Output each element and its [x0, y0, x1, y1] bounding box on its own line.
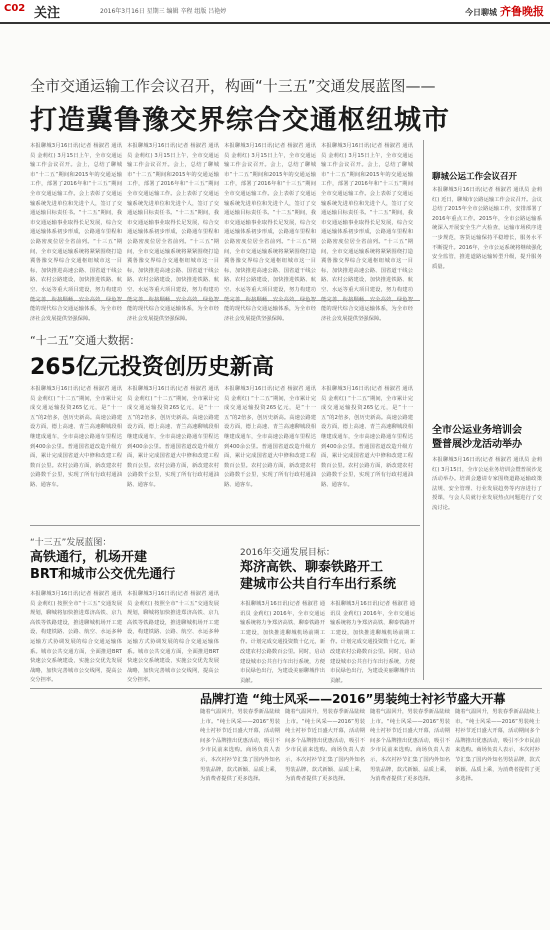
- newspaper-brand: 今日聊城 齐鲁晚报: [465, 5, 544, 18]
- bottom-headline: 品牌打造 “纯士风采——2016”男装纯士衬衫节盛大开幕: [200, 692, 506, 706]
- bottom-body-col-1: 随着气温回升，男装春季新品陆续上市。“纯士风采——2016”男装纯士衬衫节近日盛大开幕，活动期间多个品牌推出优惠活动，吸引不少市民前来选购。商场负责人表示，本次衬衫节汇集了国内外知名男装品牌，款式新颖、品质上乘，为消费者提供了更多选择。: [200, 709, 280, 783]
- lead-body-col-2: 本报聊城3月16日讯(记者 杨淑君 通讯员 金莉红) 3月15日上午，全市交通运输工作会议召开。会上，总结了聊城市“十二五”期间和2015年的交通运输工作，部署了2016年和“十三五”期间全市交通运输工作。会上表彰了交通运输系统先进单位和先进个人，签订了交通运输目标责任书。“十二五”期间，我市交通运输事业取得长足发展，综合交通运输体系初步形成，公路通车里程和公路密度位居全省前列。“十三五”期间，全市交通运输系统将紧紧围绕打造冀鲁豫交界综合交通枢纽城市这一目标，加快推进高速公路、国省道干线公路、农村公路建设，加快推进铁路、航空、水运等重大项目建设，努力构建功 能的现代综合交通运输体系，为全市经济社会发展提供坚强保障。: [127, 143, 219, 322]
- divider: [30, 525, 420, 526]
- column-divider: [423, 140, 424, 680]
- lead-headline: 打造冀鲁豫交界综合交通枢纽城市: [30, 105, 450, 136]
- part2-body-col-4: 本报聊城3月16日讯(记者 杨淑君 通讯员 金莉红) “十二五”期间，全市累计完成交通运输投资265亿元，是“十一五”的2倍多，创历史新高。高速公路建设方面，德上高速、青兰高速聊城段相继建成通车，全市高速公路通车里程达到400余公里。普通国省道改造升级方面，累计完成国省道大中修和改建工程数百公里。农村公路方面，新改建农村公路数千公里，实现了所有行政村通油路、通客车。: [321, 386, 413, 488]
- lead-body-col-1: 本报聊城3月16日讯(记者 杨淑君 通讯员 金莉红) 3月15日上午，全市交通运输工作会议召开。会上，总结了聊城市“十二五”期间和2015年的交通运输工作，部署了2016年和“十三五”期间全市交通运输工作。会上表彰了交通运输系统先进单位和先进个人，签订了交通运输目标责任书。“十二五”期间，我市交通运输事业取得长足发展，综合交通运输体系初步形成，公路通车里程和公路密度位居全省前列。“十三五”期间，全市交通运输系统将紧紧围绕打造冀鲁豫交界综合交通枢纽城市这一目标，加快推进高速公路、国省道干线公路、农村公路建设，加快推进铁路、航空、水运等重大项目建设，努力构建功 能的现代综合交通运输体系，为全市经济社会发展提供坚强保障。: [30, 143, 122, 322]
- block3-kicker: “十三五”发展蓝图：: [30, 538, 112, 548]
- divider: [30, 300, 420, 301]
- part2-body-col-1: 本报聊城3月16日讯(记者 杨淑君 通讯员 金莉红) “十二五”期间，全市累计完成交通运输投资265亿元，是“十一五”的2倍多，创历史新高。高速公路建设方面，德上高速、青兰高速聊城段相继建成通车，全市高速公路通车里程达到400余公里。普通国省道改造升级方面，累计完成国省道大中修和改建工程数百公里。农村公路方面，新改建农村公路数千公里，实现了所有行政村通油路、通客车。: [30, 386, 122, 488]
- block3-body-col-2: 本报聊城3月16日讯(记者 杨淑君 通讯员 金莉红) 按照全市“十三五”交通发展规划，聊城将加快推进郑济高铁、京九高铁等铁路建设，推进聊城机场开工建设，构建铁路、公路、航空、水运多种运输方式协调发展的综合交通运输体系。城市公共交通方面，全面推进BRT快速公交系统建设，实施公交优先发展战略，加快完善城市公交线网，提高公交分担率。: [127, 591, 219, 684]
- bottom-body-col-2: 随着气温回升，男装春季新品陆续上市。“纯士风采——2016”男装纯士衬衫节近日盛大开幕，活动期间多个品牌推出优惠活动，吸引不少市民前来选购。商场负责人表示，本次衬衫节汇集了国内外知名男装品牌，款式新颖、品质上乘，为消费者提供了更多选择。: [285, 709, 365, 783]
- lead-subtitle: 全市交通运输工作会议召开，构画“十三五”交通发展蓝图——: [30, 77, 436, 95]
- page-header: [0, 0, 550, 24]
- side2-body: 本报聊城3月16日讯(记者 杨淑君 通讯员 金莉红) 3月15日，全市公运业务培训会暨普展沙龙活动举办。培训会邀请专家围绕道路运输政策法规、安全管理、行业发展趋势等内容进行了授课，与会人员就行业发展热点问题进行了交流讨论。: [432, 457, 542, 511]
- issue-info: 2016年3月16日 星期三 编辑 辛程 组版 吕艳婷: [100, 8, 227, 15]
- block4-kicker: 2016年交通发展目标：: [240, 548, 335, 558]
- part2-body-col-2: 本报聊城3月16日讯(记者 杨淑君 通讯员 金莉红) “十二五”期间，全市累计完成交通运输投资265亿元，是“十一五”的2倍多，创历史新高。高速公路建设方面，德上高速、青兰高速聊城段相继建成通车，全市高速公路通车里程达到400余公里。普通国省道改造升级方面，累计完成国省道大中修和改建工程数百公里。农村公路方面，新改建农村公路数千公里，实现了所有行政村通油路、通客车。: [127, 386, 219, 488]
- block4-headline: 郑济高铁、聊泰铁路开工 建城市公共自行车出行系统: [240, 560, 397, 592]
- part2-headline: 265亿元投资创历史新高: [30, 355, 274, 380]
- part2-subtitle: “十二五”交通大数据：: [30, 334, 141, 347]
- block3-body-col-1: 本报聊城3月16日讯(记者 杨淑君 通讯员 金莉红) 按照全市“十三五”交通发展规划，聊城将加快推进郑济高铁、京九高铁等铁路建设，推进聊城机场开工建设，构建铁路、公路、航空、水运多种运输方式协调发展的综合交通运输体系。城市公共交通方面，全面推进BRT快速公交系统建设，实施公交优先发展战略，加快完善城市公交线网，提高公交分担率。: [30, 591, 122, 684]
- side2-headline: 全市公运业务培训会 暨普展沙龙活动举办: [432, 425, 522, 450]
- lead-body-col-3: 本报聊城3月16日讯(记者 杨淑君 通讯员 金莉红) 3月15日上午，全市交通运输工作会议召开。会上，总结了聊城市“十二五”期间和2015年的交通运输工作，部署了2016年和“十三五”期间全市交通运输工作。会上表彰了交通运输系统先进单位和先进个人，签订了交通运输目标责任书。“十二五”期间，我市交通运输事业取得长足发展，综合交通运输体系初步形成，公路通车里程和公路密度位居全省前列。“十三五”期间，全市交通运输系统将紧紧围绕打造冀鲁豫交界综合交通枢纽城市这一目标，加快推进高速公路、国省道干线公路、农村公路建设，加快推进铁路、航空、水运等重大项目建设，努力构建功 能的现代综合交通运输体系，为全市经济社会发展提供坚强保障。: [224, 143, 316, 322]
- block3-headline: 高铁通行，机场开建 BRT和城市公交优先通行: [30, 550, 176, 582]
- side1-body: 本报聊城3月16日讯(记者 杨淑君 通讯员 金莉红) 近日，聊城市公路运输工作会议召开。会议总结了2015年全市公路运输工作，安排部署了2016年重点工作。2015年，全市公路运输系统深入开展安全生产大检查，运输市场秩序进一步规范，客货运输保持平稳增长，服务水平不断提升。2016年，全市公运系统将继续强化安全监管，推进道路运输转型升级，提升服务质量。: [432, 187, 542, 270]
- block4-body-col-1: 本报聊城3月16日讯(记者 杨淑君 通讯员 金莉红) 2016年，全市交通运输系统将力争郑济高铁、聊泰铁路开工建设，加快推进聊城机场前期工作。计划完成交通投资数十亿元，新改建农村公路数百公里。同时，启动建设城市公共自行车出行系统，方便市民绿色出行，为建设美丽聊城作出贡献。: [240, 601, 325, 684]
- section-title: 关注: [34, 6, 61, 21]
- part2-body-col-3: 本报聊城3月16日讯(记者 杨淑君 通讯员 金莉红) “十二五”期间，全市累计完成交通运输投资265亿元，是“十一五”的2倍多，创历史新高。高速公路建设方面，德上高速、青兰高速聊城段相继建成通车，全市高速公路通车里程达到400余公里。普通国省道改造升级方面，累计完成国省道大中修和改建工程数百公里。农村公路方面，新改建农村公路数千公里，实现了所有行政村通油路、通客车。: [224, 386, 316, 488]
- bottom-body-col-3: 随着气温回升，男装春季新品陆续上市。“纯士风采——2016”男装纯士衬衫节近日盛大开幕，活动期间多个品牌推出优惠活动，吸引不少市民前来选购。商场负责人表示，本次衬衫节汇集了国内外知名男装品牌，款式新颖、品质上乘，为消费者提供了更多选择。: [370, 709, 450, 783]
- side1-headline: 聊城公运工作会议召开: [432, 172, 518, 182]
- block4-body-col-2: 本报聊城3月16日讯(记者 杨淑君 通讯员 金莉红) 2016年，全市交通运输系统将力争郑济高铁、聊泰铁路开工建设，加快推进聊城机场前期工作。计划完成交通投资数十亿元，新改建农村公路数百公里。同时，启动建设城市公共自行车出行系统，方便市民绿色出行，为建设美丽聊城作出贡献。: [330, 601, 415, 684]
- bottom-body-col-4: 随着气温回升，男装春季新品陆续上市。“纯士风采——2016”男装纯士衬衫节近日盛大开幕，活动期间多个品牌推出优惠活动，吸引不少市民前来选购。商场负责人表示，本次衬衫节汇集了国内外知名男装品牌，款式新颖、品质上乘，为消费者提供了更多选择。: [455, 709, 540, 783]
- page-number: C02: [4, 3, 26, 14]
- divider: [30, 688, 542, 689]
- lead-body-col-4: 本报聊城3月16日讯(记者 杨淑君 通讯员 金莉红) 3月15日上午，全市交通运输工作会议召开。会上，总结了聊城市“十二五”期间和2015年的交通运输工作，部署了2016年和“十三五”期间全市交通运输工作。会上表彰了交通运输系统先进单位和先进个人，签订了交通运输目标责任书。“十二五”期间，我市交通运输事业取得长足发展，综合交通运输体系初步形成，公路通车里程和公路密度位居全省前列。“十三五”期间，全市交通运输系统将紧紧围绕打造冀鲁豫交界综合交通枢纽城市这一目标，加快推进高速公路、国省道干线公路、农村公路建设，加快推进铁路、航空、水运等重大项目建设，努力构建功 能的现代综合交通运输体系，为全市经济社会发展提供坚强保障。: [321, 143, 413, 322]
